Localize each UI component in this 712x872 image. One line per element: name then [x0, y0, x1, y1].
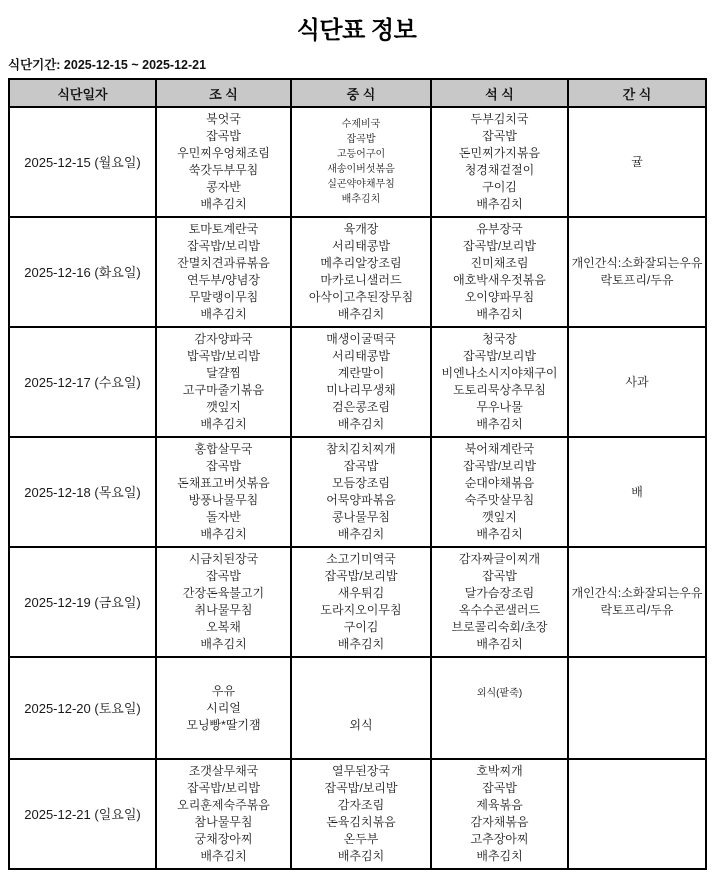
menu-item: 달가슴장조림	[464, 586, 535, 600]
table-row	[9, 327, 706, 437]
menu-item: 청경채겉절이	[464, 163, 535, 177]
menu-item: 배추김치	[476, 197, 523, 211]
meal-cell-lunch	[291, 217, 431, 327]
menu-item: 배추김치	[476, 417, 523, 431]
menu-item: 배추김치	[200, 307, 247, 321]
menu-item	[293, 683, 429, 700]
menu-item: 잡곡밥	[343, 459, 379, 473]
date-cell: 2025-12-17 (수요일)	[9, 327, 156, 437]
menu-item: 서리태콩밥	[332, 349, 390, 363]
menu-item: 순대야채볶음	[464, 476, 535, 490]
date-cell: 2025-12-18 (목요일)	[9, 437, 156, 547]
meal-cell-breakfast	[156, 107, 291, 217]
table-row	[9, 657, 706, 759]
menu-item: 잡곡밥	[482, 129, 517, 143]
menu-item: 돌자반	[206, 510, 241, 524]
menu-item: 배추김치	[476, 527, 523, 541]
meal-cell-snack	[568, 217, 706, 327]
menu-item: 배추김치	[337, 637, 385, 651]
menu-item: 구이김	[343, 620, 379, 634]
table-row	[9, 759, 706, 869]
menu-item: 열무된장국	[332, 764, 390, 778]
menu-item: 비엔나소시지야채구이	[441, 366, 558, 380]
menu-item: 숙주맛살무침	[464, 493, 535, 507]
menu-item: 잡곡밥/보리밥	[324, 781, 398, 795]
menu-item: 무우나물	[476, 400, 523, 414]
menu-item: 새송이버섯볶음	[327, 164, 395, 175]
menu-item: 시금치된장국	[188, 552, 259, 566]
date-cell: 2025-12-21 (일요일)	[9, 759, 156, 869]
meal-cell-snack	[568, 657, 706, 759]
menu-item: 옥수수콘샐러드	[458, 603, 541, 617]
meal-cell-lunch	[291, 327, 431, 437]
menu-item: 메추리알장조림	[320, 256, 402, 270]
meal-cell-snack	[568, 437, 706, 547]
meal-cell-lunch	[291, 657, 431, 759]
menu-item: 잡곡밥	[482, 569, 517, 583]
menu-item: 쑥갓두부무침	[188, 163, 259, 177]
menu-item: 잡곡밥/보리밥	[187, 781, 260, 795]
menu-item: 시리얼	[206, 700, 241, 715]
header-date: 식단일자	[9, 79, 156, 107]
menu-item: 락토프리/두유	[600, 273, 674, 287]
menu-item: 궁채장아찌	[194, 832, 253, 846]
meal-plan-table	[8, 78, 707, 870]
menu-item: 잡곡밥/보리밥	[324, 569, 398, 583]
menu-item: 잡곡밥/보리밥	[463, 459, 536, 473]
meal-cell-dinner	[431, 547, 568, 657]
meal-cell-breakfast	[156, 327, 291, 437]
menu-item: 청국장	[482, 332, 517, 346]
menu-item: 콩자반	[206, 180, 241, 194]
header-row	[9, 79, 706, 107]
menu-item: 서리태콩밥	[332, 239, 390, 253]
menu-item: 잔멸치견과류볶음	[177, 256, 270, 270]
meal-cell-dinner	[431, 107, 568, 217]
header-snack: 간 식	[568, 79, 706, 107]
menu-item: 외식	[349, 717, 373, 732]
menu-item: 잡곡밥	[482, 781, 517, 795]
menu-item: 우민찌우엉채조림	[177, 146, 270, 160]
menu-item: 잡곡밥/보리밥	[463, 239, 536, 253]
meal-period-label: 식단기간: 2025-12-15 ~ 2025-12-21	[8, 58, 207, 72]
meal-cell-lunch	[291, 107, 431, 217]
menu-item: 배추김치	[337, 417, 385, 431]
menu-item	[433, 701, 566, 716]
menu-item: 감자양파국	[194, 332, 253, 346]
meal-cell-dinner	[431, 327, 568, 437]
menu-item: 매생이굴떡국	[326, 332, 396, 346]
menu-item: 배추김치	[476, 307, 523, 321]
meal-table-body	[9, 107, 706, 869]
menu-item: 개인간식:소화잘되는우유	[571, 586, 703, 600]
header-lunch: 중 식	[291, 79, 431, 107]
menu-item: 달걀찜	[206, 366, 241, 380]
menu-item: 깻잎지	[482, 510, 517, 524]
menu-item: 개인간식:소화잘되는우유	[571, 256, 703, 270]
menu-item: 홍합살무국	[194, 442, 253, 456]
menu-item: 모듬장조림	[332, 476, 390, 490]
menu-item: 호박찌개	[476, 764, 523, 778]
menu-item: 잡곡밥	[206, 569, 241, 583]
menu-item: 토마토계란국	[188, 222, 259, 236]
table-row	[9, 217, 706, 327]
meal-cell-lunch	[291, 547, 431, 657]
menu-item: 잡곡밥/보리밥	[463, 349, 536, 363]
menu-item: 도라지오이무침	[320, 603, 402, 617]
menu-item: 연두부/양념장	[187, 273, 260, 287]
menu-item: 오복채	[206, 620, 241, 634]
menu-item: 아삭이고추된장무침	[308, 290, 414, 304]
meal-cell-dinner	[431, 217, 568, 327]
menu-item: 배추김치	[341, 194, 381, 205]
menu-item: 돈채표고버섯볶음	[177, 476, 270, 490]
menu-item: 잡곡밥	[346, 134, 376, 145]
menu-item: 고구마줄기볶음	[182, 383, 265, 397]
menu-item: 우유	[211, 683, 236, 698]
menu-item: 배추김치	[200, 849, 247, 863]
menu-item: 배추김치	[476, 849, 523, 863]
menu-item: 도토리묵상추무침	[453, 383, 546, 397]
menu-item: 검은콩조림	[332, 400, 390, 414]
meal-cell-breakfast	[156, 547, 291, 657]
menu-item: 귤	[631, 154, 643, 169]
menu-item: 유부장국	[476, 222, 523, 236]
table-row	[9, 547, 706, 657]
menu-item: 감자조림	[337, 798, 385, 812]
menu-item: 구이김	[482, 180, 517, 194]
menu-item: 북엇국	[206, 112, 241, 126]
menu-item: 온두부	[343, 832, 379, 846]
menu-item: 어묵양파볶음	[326, 493, 396, 507]
menu-item: 진미채조림	[470, 256, 529, 270]
menu-item: 모닝빵*딸기잼	[186, 717, 261, 732]
menu-item: 무말랭이무침	[188, 290, 259, 304]
menu-item: 돈육김치볶음	[326, 815, 396, 829]
menu-item: 잡곡밥	[206, 129, 241, 143]
menu-item	[293, 700, 429, 717]
table-row	[9, 107, 706, 217]
menu-item: 오리훈제숙주볶음	[177, 798, 270, 812]
menu-item: 배추김치	[337, 307, 385, 321]
menu-item: 락토프리/두유	[600, 603, 674, 617]
meal-cell-snack	[568, 547, 706, 657]
meal-cell-dinner	[431, 759, 568, 869]
menu-item: 사과	[625, 374, 649, 389]
menu-item: 북어채계란국	[464, 442, 535, 456]
menu-item: 깻잎지	[206, 400, 241, 414]
meal-cell-snack	[568, 759, 706, 869]
menu-item: 계란말이	[337, 366, 385, 380]
menu-item: 참치김치찌개	[326, 442, 396, 456]
date-cell: 2025-12-20 (토요일)	[9, 657, 156, 759]
menu-item: 고추장아찌	[470, 832, 529, 846]
menu-item: 육개장	[343, 222, 379, 236]
menu-item: 취나물무침	[194, 603, 253, 617]
menu-item: 배추김치	[200, 197, 247, 211]
menu-item: 배추김치	[200, 527, 247, 541]
menu-item: 배추김치	[337, 527, 385, 541]
menu-item: 브로콜리숙회/초장	[451, 620, 548, 634]
menu-item: 배추김치	[337, 849, 385, 863]
meal-cell-breakfast	[156, 759, 291, 869]
menu-item	[433, 716, 566, 731]
menu-item: 감자짜글이찌개	[458, 552, 541, 566]
meal-cell-dinner	[431, 657, 568, 759]
menu-item: 참나물무침	[194, 815, 253, 829]
menu-item: 방풍나물무침	[188, 493, 259, 507]
menu-item: 조갯살무채국	[188, 764, 259, 778]
page-title: 식단표 정보	[296, 17, 417, 44]
table-row	[9, 437, 706, 547]
menu-item: 잡곡밥/보리밥	[187, 239, 260, 253]
menu-item: 밥곡밥/보리밥	[187, 349, 260, 363]
menu-item: 마카로니샐러드	[320, 273, 402, 287]
header-dinner: 석 식	[431, 79, 568, 107]
meal-cell-dinner	[431, 437, 568, 547]
menu-item: 수제비국	[341, 119, 381, 130]
menu-item: 미나리무생채	[326, 383, 396, 397]
menu-item: 배추김치	[476, 637, 523, 651]
menu-item: 실곤약야채무침	[327, 179, 395, 190]
menu-item: 콩나물무침	[332, 510, 390, 524]
menu-item: 새우튀김	[337, 586, 385, 600]
menu-item: 배추김치	[200, 417, 247, 431]
meal-table-header	[9, 79, 706, 107]
meal-cell-snack	[568, 327, 706, 437]
menu-item: 제육볶음	[476, 798, 523, 812]
menu-item: 돈민찌가지볶음	[458, 146, 541, 160]
meal-cell-breakfast	[156, 437, 291, 547]
header-breakfast: 조 식	[156, 79, 291, 107]
date-cell: 2025-12-16 (화요일)	[9, 217, 156, 327]
menu-item: 배	[631, 484, 643, 499]
menu-item: 오이양파무침	[464, 290, 535, 304]
date-cell: 2025-12-19 (금요일)	[9, 547, 156, 657]
menu-item: 두부김치국	[470, 112, 529, 126]
meal-cell-breakfast	[156, 217, 291, 327]
meal-cell-lunch	[291, 759, 431, 869]
meal-cell-breakfast	[156, 657, 291, 759]
menu-item: 잡곡밥	[206, 459, 241, 473]
menu-item: 애호박새우젓볶음	[453, 273, 546, 287]
menu-item: 외식(팥죽)	[476, 687, 523, 699]
menu-item: 고등어구이	[336, 149, 386, 160]
menu-item: 간장돈육불고기	[182, 586, 265, 600]
menu-item: 소고기미역국	[326, 552, 396, 566]
date-cell: 2025-12-15 (월요일)	[9, 107, 156, 217]
meal-cell-snack	[568, 107, 706, 217]
meal-cell-lunch	[291, 437, 431, 547]
menu-item: 감자채볶음	[470, 815, 529, 829]
menu-item: 배추김치	[200, 637, 247, 651]
